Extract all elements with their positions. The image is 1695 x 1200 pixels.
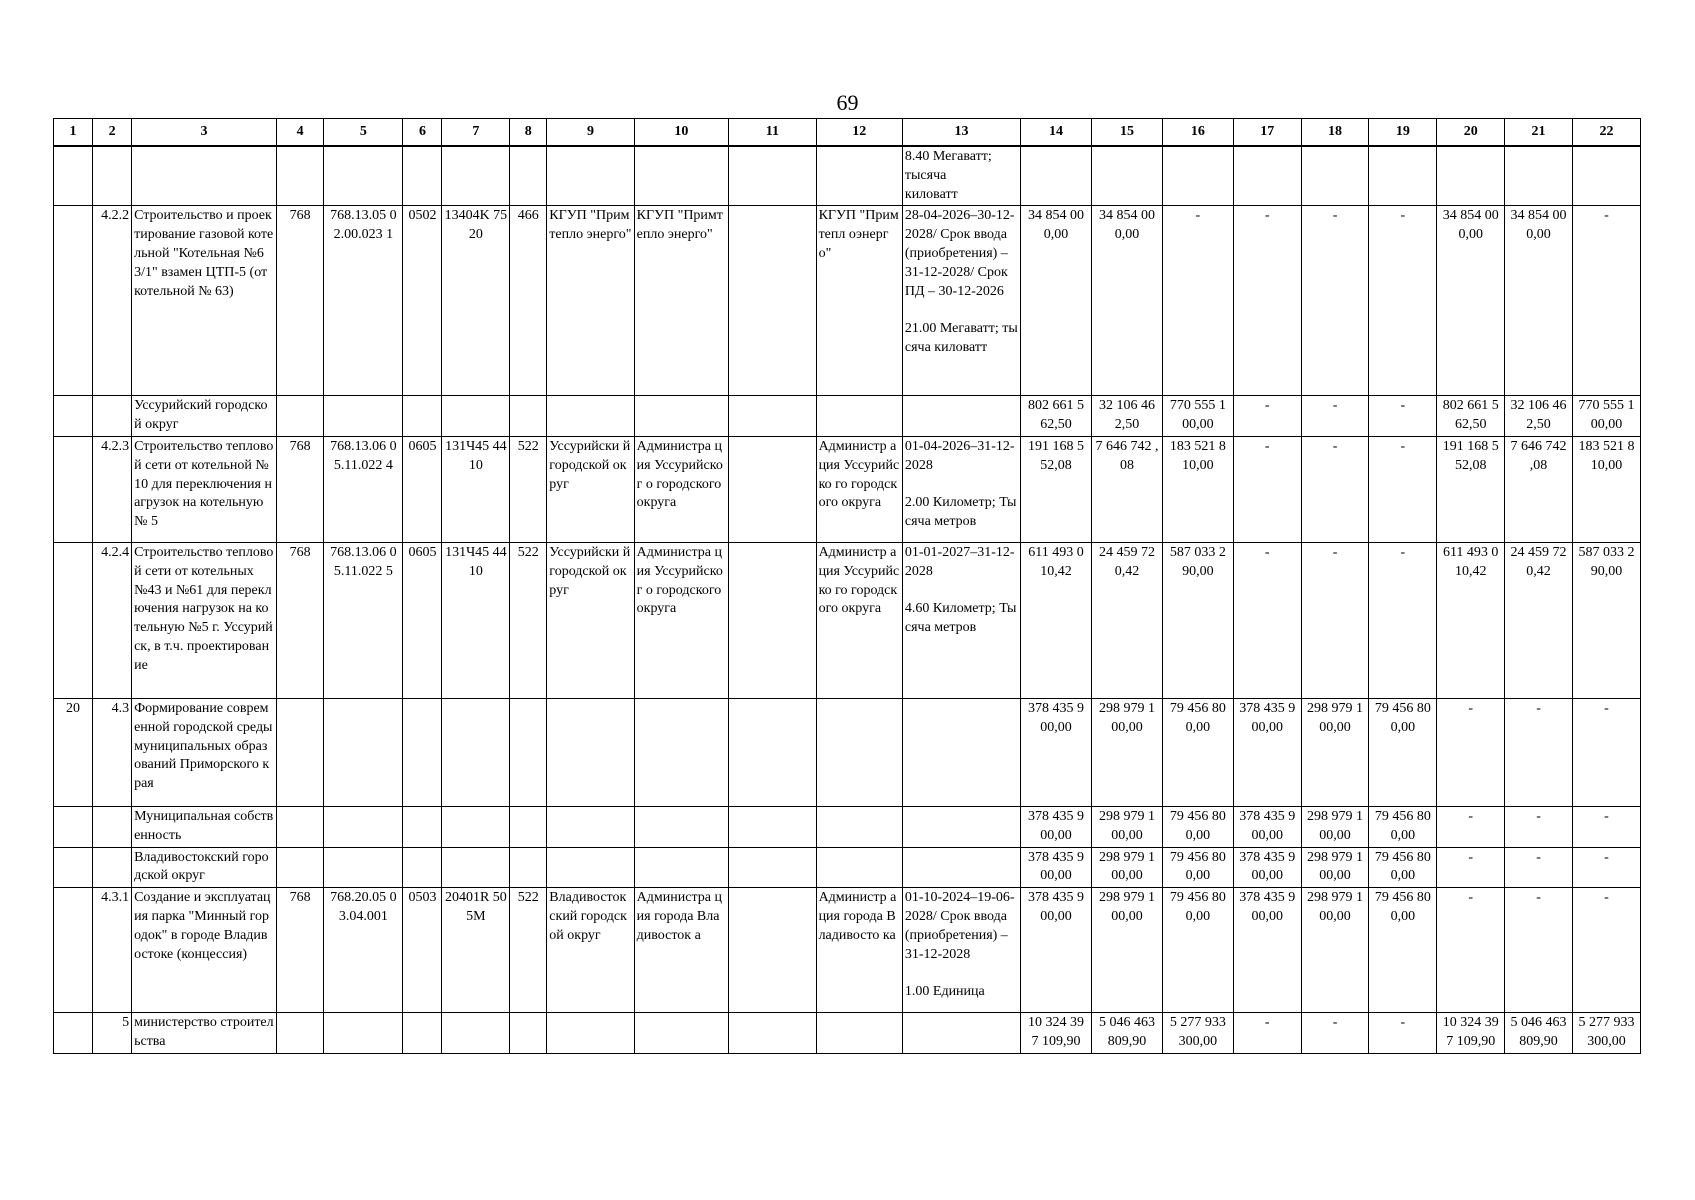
cell-col-19: - — [1369, 436, 1437, 542]
table-row — [54, 542, 1641, 698]
cell-col-17: - — [1233, 542, 1301, 698]
column-number-2: 2 — [93, 119, 132, 147]
investment-table — [53, 118, 1641, 1054]
cell-col-3: министерство строительства — [132, 1013, 277, 1054]
cell-col-17: 378 435 900,00 — [1233, 806, 1301, 847]
column-number-22: 22 — [1572, 119, 1640, 147]
cell-col-5 — [324, 1013, 403, 1054]
table-row — [54, 698, 1641, 806]
cell-col-9 — [547, 146, 634, 206]
cell-col-10: КГУП "Примтепло энерго" — [634, 206, 729, 396]
cell-col-21: - — [1505, 847, 1573, 888]
cell-col-19: - — [1369, 396, 1437, 437]
cell-col-11 — [729, 396, 816, 437]
cell-col-18: - — [1301, 436, 1369, 542]
column-number-20: 20 — [1437, 119, 1505, 147]
cell-col-11 — [729, 698, 816, 806]
column-number-18: 18 — [1301, 119, 1369, 147]
cell-col-3: Владивостокский городской округ — [132, 847, 277, 888]
cell-col-5: 768.13.05 02.00.023 1 — [324, 206, 403, 396]
table-row — [54, 396, 1641, 437]
cell-col-12 — [816, 806, 902, 847]
cell-col-14: 378 435 9 00,00 — [1021, 698, 1092, 806]
cell-col-17: 378 435 900,00 — [1233, 847, 1301, 888]
cell-col-12: КГУП "Примтепл оэнерго" — [816, 206, 902, 396]
cell-col-5 — [324, 847, 403, 888]
cell-col-13: 01-10-2024–19-06-2028/ Срок ввода (приобретения) – 31-12-2028 1.00 Единица — [902, 888, 1020, 1013]
column-number-1: 1 — [54, 119, 93, 147]
cell-col-21: - — [1505, 888, 1573, 1013]
cell-col-19: - — [1369, 206, 1437, 396]
column-number-7: 7 — [442, 119, 510, 147]
cell-col-9: Уссурийски й городской округ — [547, 436, 634, 542]
cell-col-19 — [1369, 146, 1437, 206]
cell-col-5 — [324, 806, 403, 847]
cell-col-4 — [277, 146, 324, 206]
cell-col-19: 79 456 80 0,00 — [1369, 698, 1437, 806]
cell-col-7 — [442, 146, 510, 206]
cell-col-12: Администр ация Уссурийско го городского округа — [816, 436, 902, 542]
cell-col-16: 79 456 80 0,00 — [1162, 698, 1233, 806]
cell-col-8: 522 — [510, 542, 547, 698]
cell-col-7 — [442, 698, 510, 806]
cell-col-16: 5 277 933 300,00 — [1162, 1013, 1233, 1054]
cell-col-13: 01-01-2027–31-12-2028 4.60 Километр; Тысяча метров — [902, 542, 1020, 698]
cell-col-2 — [93, 806, 132, 847]
cell-col-9 — [547, 847, 634, 888]
column-number-12: 12 — [816, 119, 902, 147]
cell-col-20 — [1437, 146, 1505, 206]
cell-col-21: 34 854 00 0,00 — [1505, 206, 1573, 396]
cell-col-21: 32 106 46 2,50 — [1505, 396, 1573, 437]
cell-col-6 — [403, 1013, 442, 1054]
column-number-13: 13 — [902, 119, 1020, 147]
cell-col-10: Администра ция города Владивосток а — [634, 888, 729, 1013]
cell-col-16: 79 456 80 0,00 — [1162, 847, 1233, 888]
cell-col-21: - — [1505, 806, 1573, 847]
column-number-row — [54, 119, 1641, 147]
cell-col-11 — [729, 847, 816, 888]
cell-col-22: 183 521 8 10,00 — [1572, 436, 1640, 542]
cell-col-18: - — [1301, 396, 1369, 437]
cell-col-16: 79 456 80 0,00 — [1162, 888, 1233, 1013]
cell-col-20: 34 854 00 0,00 — [1437, 206, 1505, 396]
cell-col-3: Уссурийский городской округ — [132, 396, 277, 437]
cell-col-9: Владивосток ский городской округ — [547, 888, 634, 1013]
cell-col-3: Строительство тепловой сети от котельной № 10 для переключения нагрузок на котельную № 5 — [132, 436, 277, 542]
cell-col-15 — [1091, 146, 1162, 206]
cell-col-8 — [510, 146, 547, 206]
table-row — [54, 436, 1641, 542]
cell-col-3: Создание и эксплуатация парка "Минный городок" в городе Владивостоке (концессия) — [132, 888, 277, 1013]
cell-col-6: 0605 — [403, 542, 442, 698]
cell-col-19: 79 456 80 0,00 — [1369, 888, 1437, 1013]
cell-col-10 — [634, 396, 729, 437]
cell-col-4: 768 — [277, 436, 324, 542]
column-number-3: 3 — [132, 119, 277, 147]
column-number-10: 10 — [634, 119, 729, 147]
cell-col-22: 5 277 933 300,00 — [1572, 1013, 1640, 1054]
table-row — [54, 146, 1641, 206]
cell-col-19: 79 456 80 0,00 — [1369, 806, 1437, 847]
cell-col-15: 32 106 46 2,50 — [1091, 396, 1162, 437]
cell-col-11 — [729, 888, 816, 1013]
cell-col-20: 10 324 39 7 109,90 — [1437, 1013, 1505, 1054]
cell-col-18: - — [1301, 1013, 1369, 1054]
cell-col-3: Муниципальная собственность — [132, 806, 277, 847]
page-number: 69 — [836, 90, 859, 115]
cell-col-5: 768.20.05 03.04.001 — [324, 888, 403, 1013]
cell-col-2 — [93, 396, 132, 437]
cell-col-12: Администр ация Уссурийско го городского округа — [816, 542, 902, 698]
cell-col-1 — [54, 1013, 93, 1054]
cell-col-16: 770 555 1 00,00 — [1162, 396, 1233, 437]
cell-col-8 — [510, 806, 547, 847]
cell-col-21: 7 646 742 ,08 — [1505, 436, 1573, 542]
cell-col-13: 8.40 Мегаватт; тысяча киловатт — [902, 146, 1020, 206]
cell-col-5: 768.13.06 05.11.022 5 — [324, 542, 403, 698]
cell-col-10 — [634, 847, 729, 888]
cell-col-11 — [729, 806, 816, 847]
cell-col-22: 770 555 1 00,00 — [1572, 396, 1640, 437]
cell-col-4 — [277, 698, 324, 806]
cell-col-20: - — [1437, 847, 1505, 888]
cell-col-16: 79 456 80 0,00 — [1162, 806, 1233, 847]
cell-col-3: Формирование современной городской среды муниципальных образований Приморского края — [132, 698, 277, 806]
cell-col-6: 0605 — [403, 436, 442, 542]
cell-col-20: - — [1437, 698, 1505, 806]
cell-col-10: Администра ция Уссурийског о городского округа — [634, 436, 729, 542]
cell-col-18: 298 979 100,00 — [1301, 806, 1369, 847]
cell-col-17: - — [1233, 436, 1301, 542]
cell-col-18: 298 979 100,00 — [1301, 698, 1369, 806]
cell-col-22: - — [1572, 847, 1640, 888]
cell-col-16: 587 033 2 90,00 — [1162, 542, 1233, 698]
table-row — [54, 847, 1641, 888]
cell-col-2: 4.2.2 — [93, 206, 132, 396]
cell-col-11 — [729, 1013, 816, 1054]
table-row — [54, 806, 1641, 847]
cell-col-13 — [902, 806, 1020, 847]
cell-col-17: 378 435 900,00 — [1233, 698, 1301, 806]
column-number-15: 15 — [1091, 119, 1162, 147]
cell-col-1 — [54, 396, 93, 437]
cell-col-6 — [403, 806, 442, 847]
cell-col-7 — [442, 806, 510, 847]
cell-col-12 — [816, 847, 902, 888]
cell-col-8: 466 — [510, 206, 547, 396]
cell-col-13: 28-04-2026–30-12-2028/ Срок ввода (приобретения) – 31-12-2028/ Срок ПД – 30-12-2026 21.00 Мегаватт; тысяча киловатт — [902, 206, 1020, 396]
column-number-4: 4 — [277, 119, 324, 147]
cell-col-17: - — [1233, 396, 1301, 437]
cell-col-1 — [54, 806, 93, 847]
cell-col-13 — [902, 698, 1020, 806]
cell-col-4: 768 — [277, 888, 324, 1013]
cell-col-1 — [54, 542, 93, 698]
cell-col-15: 298 979 1 00,00 — [1091, 847, 1162, 888]
cell-col-22 — [1572, 146, 1640, 206]
cell-col-19: - — [1369, 542, 1437, 698]
cell-col-5: 768.13.06 05.11.022 4 — [324, 436, 403, 542]
cell-col-20: 802 661 5 62,50 — [1437, 396, 1505, 437]
cell-col-15: 298 979 1 00,00 — [1091, 888, 1162, 1013]
cell-col-4 — [277, 847, 324, 888]
cell-col-20: 191 168 5 52,08 — [1437, 436, 1505, 542]
cell-col-7: 131Ч45 4410 — [442, 436, 510, 542]
column-number-14: 14 — [1021, 119, 1092, 147]
cell-col-2: 4.2.3 — [93, 436, 132, 542]
cell-col-19: - — [1369, 1013, 1437, 1054]
cell-col-7: 131Ч45 4410 — [442, 542, 510, 698]
cell-col-2: 4.2.4 — [93, 542, 132, 698]
cell-col-22: - — [1572, 206, 1640, 396]
cell-col-17: - — [1233, 1013, 1301, 1054]
cell-col-6 — [403, 146, 442, 206]
cell-col-15: 7 646 742 ,08 — [1091, 436, 1162, 542]
cell-col-8: 522 — [510, 888, 547, 1013]
cell-col-13 — [902, 396, 1020, 437]
cell-col-14: 191 168 5 52,08 — [1021, 436, 1092, 542]
cell-col-10 — [634, 146, 729, 206]
table-row — [54, 1013, 1641, 1054]
cell-col-4: 768 — [277, 206, 324, 396]
cell-col-1: 20 — [54, 698, 93, 806]
cell-col-10: Администра ция Уссурийског о городского округа — [634, 542, 729, 698]
cell-col-4 — [277, 806, 324, 847]
table-row — [54, 888, 1641, 1013]
cell-col-9 — [547, 806, 634, 847]
cell-col-14: 802 661 5 62,50 — [1021, 396, 1092, 437]
cell-col-10 — [634, 806, 729, 847]
cell-col-21: 24 459 72 0,42 — [1505, 542, 1573, 698]
cell-col-14: 611 493 0 10,42 — [1021, 542, 1092, 698]
cell-col-7: 13404K 7520 — [442, 206, 510, 396]
cell-col-18: - — [1301, 542, 1369, 698]
cell-col-22: - — [1572, 698, 1640, 806]
cell-col-20: - — [1437, 806, 1505, 847]
cell-col-15: 298 979 1 00,00 — [1091, 698, 1162, 806]
cell-col-21: 5 046 463 809,90 — [1505, 1013, 1573, 1054]
cell-col-16 — [1162, 146, 1233, 206]
cell-col-7 — [442, 847, 510, 888]
cell-col-22: 587 033 2 90,00 — [1572, 542, 1640, 698]
cell-col-14: 378 435 9 00,00 — [1021, 806, 1092, 847]
table-row — [54, 206, 1641, 396]
cell-col-2 — [93, 146, 132, 206]
cell-col-16: - — [1162, 206, 1233, 396]
cell-col-12 — [816, 146, 902, 206]
cell-col-4 — [277, 396, 324, 437]
cell-col-15: 298 979 1 00,00 — [1091, 806, 1162, 847]
cell-col-11 — [729, 146, 816, 206]
cell-col-17: - — [1233, 206, 1301, 396]
cell-col-15: 34 854 00 0,00 — [1091, 206, 1162, 396]
cell-col-9: КГУП "Примтепло энерго" — [547, 206, 634, 396]
cell-col-21 — [1505, 146, 1573, 206]
cell-col-13 — [902, 847, 1020, 888]
cell-col-22: - — [1572, 806, 1640, 847]
cell-col-9 — [547, 1013, 634, 1054]
column-number-5: 5 — [324, 119, 403, 147]
cell-col-7 — [442, 396, 510, 437]
column-number-16: 16 — [1162, 119, 1233, 147]
cell-col-18: 298 979 100,00 — [1301, 847, 1369, 888]
cell-col-1 — [54, 847, 93, 888]
cell-col-10 — [634, 698, 729, 806]
cell-col-8 — [510, 1013, 547, 1054]
cell-col-3 — [132, 146, 277, 206]
cell-col-6: 0503 — [403, 888, 442, 1013]
cell-col-1 — [54, 888, 93, 1013]
cell-col-17 — [1233, 146, 1301, 206]
column-number-17: 17 — [1233, 119, 1301, 147]
cell-col-12 — [816, 396, 902, 437]
column-number-19: 19 — [1369, 119, 1437, 147]
cell-col-15: 5 046 463 809,90 — [1091, 1013, 1162, 1054]
cell-col-21: - — [1505, 698, 1573, 806]
cell-col-6: 0502 — [403, 206, 442, 396]
cell-col-8 — [510, 698, 547, 806]
cell-col-3: Строительство тепловой сети от котельных №43 и №61 для переключения нагрузок на котельную №5 г. Уссурийск, в т.ч. проектирование — [132, 542, 277, 698]
cell-col-18: 298 979 100,00 — [1301, 888, 1369, 1013]
cell-col-9 — [547, 698, 634, 806]
cell-col-8 — [510, 847, 547, 888]
cell-col-4 — [277, 1013, 324, 1054]
cell-col-20: 611 493 0 10,42 — [1437, 542, 1505, 698]
cell-col-5 — [324, 146, 403, 206]
cell-col-11 — [729, 206, 816, 396]
cell-col-10 — [634, 1013, 729, 1054]
cell-col-11 — [729, 436, 816, 542]
cell-col-8 — [510, 396, 547, 437]
cell-col-1 — [54, 146, 93, 206]
cell-col-2: 5 — [93, 1013, 132, 1054]
cell-col-14: 378 435 9 00,00 — [1021, 847, 1092, 888]
column-number-11: 11 — [729, 119, 816, 147]
cell-col-12 — [816, 1013, 902, 1054]
column-number-8: 8 — [510, 119, 547, 147]
column-number-21: 21 — [1505, 119, 1573, 147]
cell-col-6 — [403, 847, 442, 888]
cell-col-7 — [442, 1013, 510, 1054]
cell-col-2 — [93, 847, 132, 888]
cell-col-6 — [403, 698, 442, 806]
cell-col-13: 01-04-2026–31-12-2028 2.00 Километр; Тысяча метров — [902, 436, 1020, 542]
column-number-9: 9 — [547, 119, 634, 147]
cell-col-9: Уссурийски й городской округ — [547, 542, 634, 698]
cell-col-4: 768 — [277, 542, 324, 698]
cell-col-20: - — [1437, 888, 1505, 1013]
cell-col-12 — [816, 698, 902, 806]
cell-col-19: 79 456 80 0,00 — [1369, 847, 1437, 888]
cell-col-14: 34 854 00 0,00 — [1021, 206, 1092, 396]
cell-col-18 — [1301, 146, 1369, 206]
cell-col-3: Строительство и проектирование газовой котельной "Котельная №63/1" взамен ЦТП-5 (от котельной № 63) — [132, 206, 277, 396]
cell-col-1 — [54, 436, 93, 542]
cell-col-2: 4.3.1 — [93, 888, 132, 1013]
cell-col-16: 183 521 8 10,00 — [1162, 436, 1233, 542]
cell-col-5 — [324, 698, 403, 806]
cell-col-6 — [403, 396, 442, 437]
cell-col-14: 10 324 39 7 109,90 — [1021, 1013, 1092, 1054]
cell-col-7: 20401R 505M — [442, 888, 510, 1013]
cell-col-11 — [729, 542, 816, 698]
cell-col-18: - — [1301, 206, 1369, 396]
cell-col-8: 522 — [510, 436, 547, 542]
cell-col-5 — [324, 396, 403, 437]
cell-col-15: 24 459 72 0,42 — [1091, 542, 1162, 698]
cell-col-12: Администр ация города Владивосто ка — [816, 888, 902, 1013]
cell-col-22: - — [1572, 888, 1640, 1013]
cell-col-17: 378 435 900,00 — [1233, 888, 1301, 1013]
cell-col-2: 4.3 — [93, 698, 132, 806]
cell-col-9 — [547, 396, 634, 437]
cell-col-13 — [902, 1013, 1020, 1054]
column-number-6: 6 — [403, 119, 442, 147]
cell-col-14: 378 435 9 00,00 — [1021, 888, 1092, 1013]
cell-col-14 — [1021, 146, 1092, 206]
cell-col-1 — [54, 206, 93, 396]
